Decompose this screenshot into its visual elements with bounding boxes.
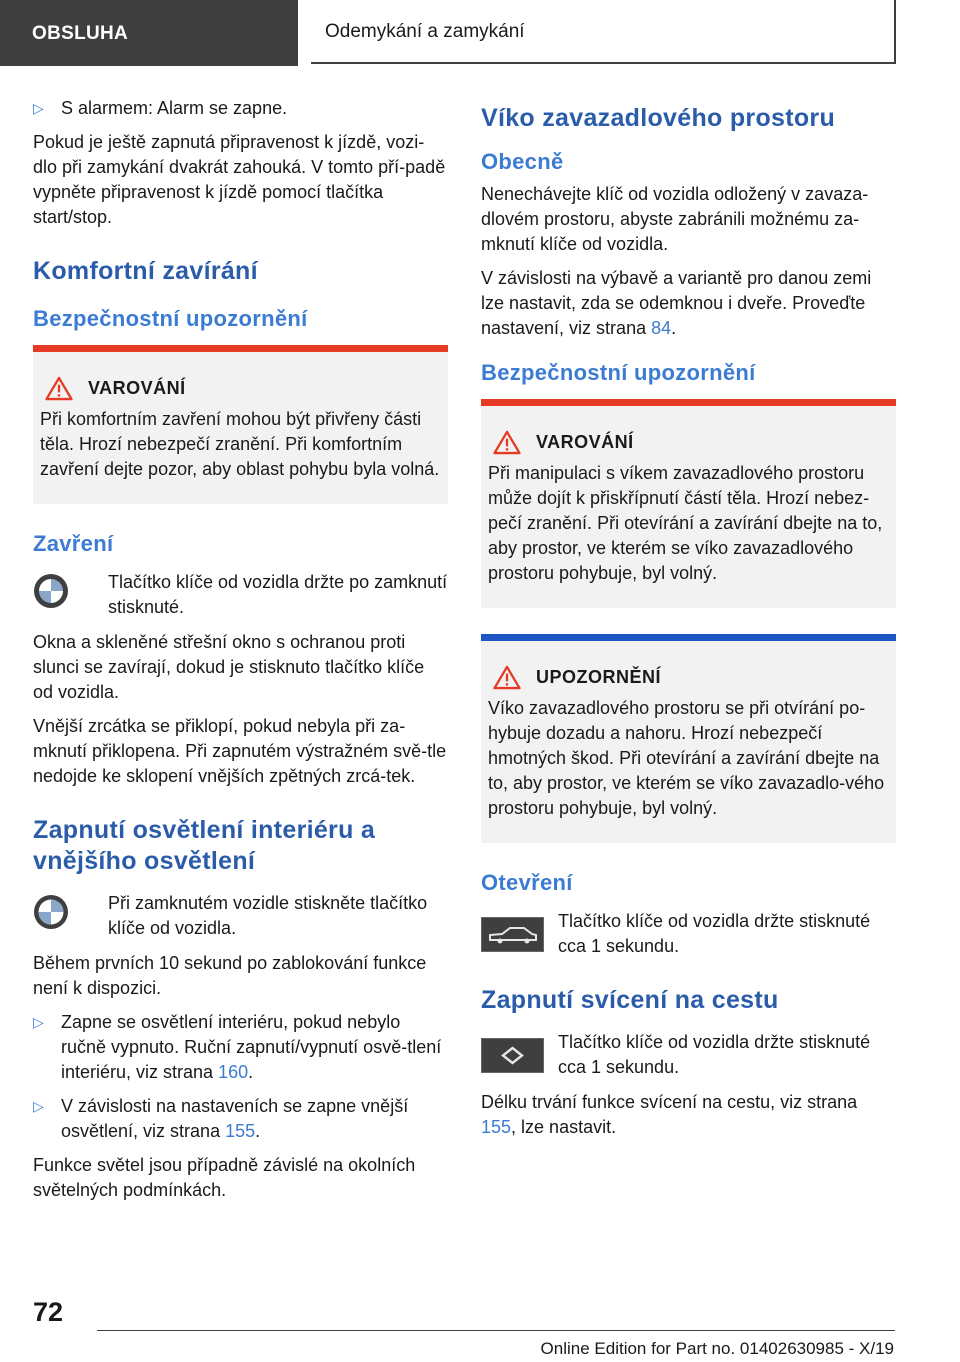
bullet-text: Zapne se osvětlení interiéru, pokud nebylo ručně vypnuto. Ruční zapnutí/vypnutí osvě‐tlení interiéru, viz strana: [61, 1012, 442, 1082]
bullet-text: V závislosti na nastaveních se zapne vnější osvětlení, viz strana: [61, 1096, 409, 1141]
key-instruction: [33, 891, 448, 941]
heading-safety-notes: Bezpečnostní upozornění: [33, 306, 308, 331]
warning-box: [33, 345, 448, 504]
page-link[interactable]: 155: [225, 1121, 256, 1141]
light-key-icon: [481, 1038, 544, 1073]
bullet-text: S alarmem: Alarm se zapne.: [61, 98, 288, 118]
key-instruction-text: Tlačítko klíče od vozidla držte po zamknutí stisknuté.: [108, 572, 448, 617]
heading-safety-notes: Bezpečnostní upozornění: [481, 360, 756, 385]
caution-text: Víko zavazadlového prostoru se při otvírání po‐hybuje dozadu a nahoru. Hrozí nebezpečí hmotných škod. Při otevírání a zavírání dbejte na to, aby prostor, ve kterém se víko zavazadlo‐vého prostoru pohybuje, byl volný.: [488, 698, 885, 818]
list-item: [33, 96, 448, 121]
warning-text: Při komfortním zavření mohou být přivřeny části těla. Hrozí nebezpečí zranění. Při komfortním zavření dejte pozor, aby oblast pohybu byla volná.: [40, 409, 440, 479]
chapter-title: Odemykání a zamykání: [311, 0, 896, 64]
bmw-key-icon: [33, 573, 69, 609]
page-link[interactable]: 155: [481, 1117, 512, 1137]
paragraph: V závislosti na výbavě a variantě pro danou zemi lze nastavit, zda se odemknou i dveře. Proveďte nastavení, viz strana 84.: [481, 268, 872, 338]
key-instruction: [481, 909, 896, 959]
warning-triangle-icon: [44, 376, 74, 401]
section-label: OBSLUHA: [0, 0, 298, 66]
footer-edition: Online Edition for Part no. 01402630985 - X/19: [540, 1339, 894, 1358]
right-column: [481, 96, 896, 1149]
heading-lighting: Zapnutí osvětlení interiéru a vnějšího osvětlení: [33, 816, 376, 875]
page-link[interactable]: 160: [218, 1062, 249, 1082]
caution-box: [481, 634, 896, 843]
warning-text: Při manipulaci s víkem zavazadlového prostoru může dojít k přiskřípnutí částí těla. Hrozí nebez‐pečí zranění. Při otevírání a zavírání dbejte na to, aby prostor, ve kterém se víko zavazadlového prostoru pohybuje, byl volný.: [488, 463, 883, 583]
key-instruction-text: Tlačítko klíče od vozidla držte stisknuté cca 1 sekundu.: [558, 911, 871, 956]
key-instruction: [33, 570, 448, 620]
page-header: [0, 0, 960, 66]
page-number: 72: [33, 1297, 64, 1327]
list-item: ▷ Zapne se osvětlení interiéru, pokud nebylo ručně vypnuto. Ruční zapnutí/vypnutí osvě‐tlení interiéru, viz strana 160.: [33, 1010, 448, 1085]
heading-general: Obecně: [481, 149, 564, 174]
heading-opening: Otevření: [481, 870, 573, 895]
heading-follow-me-home: Zapnutí svícení na cestu: [481, 986, 779, 1014]
paragraph: Během prvních 10 sekund po zablokování funkce není k dispozici.: [33, 953, 427, 998]
heading-closing: Zavření: [33, 531, 114, 556]
paragraph: Nenechávejte klíč od vozidla odložený v zavaza‐dlovém prostoru, abyste zabránili možnému za‐mknutí klíče od vozidla.: [481, 184, 869, 254]
heading-trunk-lid: Víko zavazadlového prostoru: [481, 104, 836, 132]
left-column: [33, 96, 448, 1212]
warning-title: VAROVÁNÍ: [536, 432, 634, 452]
page-link[interactable]: 84: [651, 318, 672, 338]
paragraph: Pokud je ještě zapnutá připravenost k jízdě, vozi‐dlo při zamykání dvakrát zahouká. V tomto pří‐padě vypněte připravenost k jízdě pomocí tlačítka start/stop.: [33, 132, 446, 227]
heading-comfort-closing: Komfortní zavírání: [33, 257, 258, 285]
paragraph: Délku trvání funkce svícení na cestu, viz strana 155, lze nastavit.: [481, 1092, 858, 1137]
footer-divider: [97, 1330, 895, 1331]
triangle-right-icon: ▷: [33, 1014, 44, 1030]
paragraph: Vnější zrcátka se přiklopí, pokud nebyla při za‐mknutí přiklopena. Při zapnutém výstražném svě‐tle nedojde ke sklopení vnějších zpětných zrcá‐tek.: [33, 716, 447, 786]
key-instruction-text: Tlačítko klíče od vozidla držte stisknuté cca 1 sekundu.: [558, 1032, 871, 1077]
trunk-key-icon: [481, 917, 544, 952]
paragraph: Funkce světel jsou případně závislé na okolních světelných podmínkách.: [33, 1155, 416, 1200]
triangle-right-icon: ▷: [33, 100, 44, 116]
triangle-right-icon: ▷: [33, 1098, 44, 1114]
bmw-key-icon: [33, 894, 69, 930]
list-item: ▷ V závislosti na nastaveních se zapne vnější osvětlení, viz strana 155.: [33, 1094, 448, 1144]
warning-triangle-icon: [492, 430, 522, 455]
caution-title: UPOZORNĚNÍ: [536, 667, 662, 687]
warning-box: [481, 399, 896, 608]
paragraph: Okna a skleněné střešní okno s ochranou proti slunci se zavírají, dokud je stisknuto tlačítko klíče od vozidla.: [33, 632, 425, 702]
warning-triangle-icon: [492, 665, 522, 690]
warning-title: VAROVÁNÍ: [88, 378, 186, 398]
key-instruction-text: Při zamknutém vozidle stiskněte tlačítko klíče od vozidla.: [108, 893, 428, 938]
key-instruction: [481, 1030, 896, 1080]
